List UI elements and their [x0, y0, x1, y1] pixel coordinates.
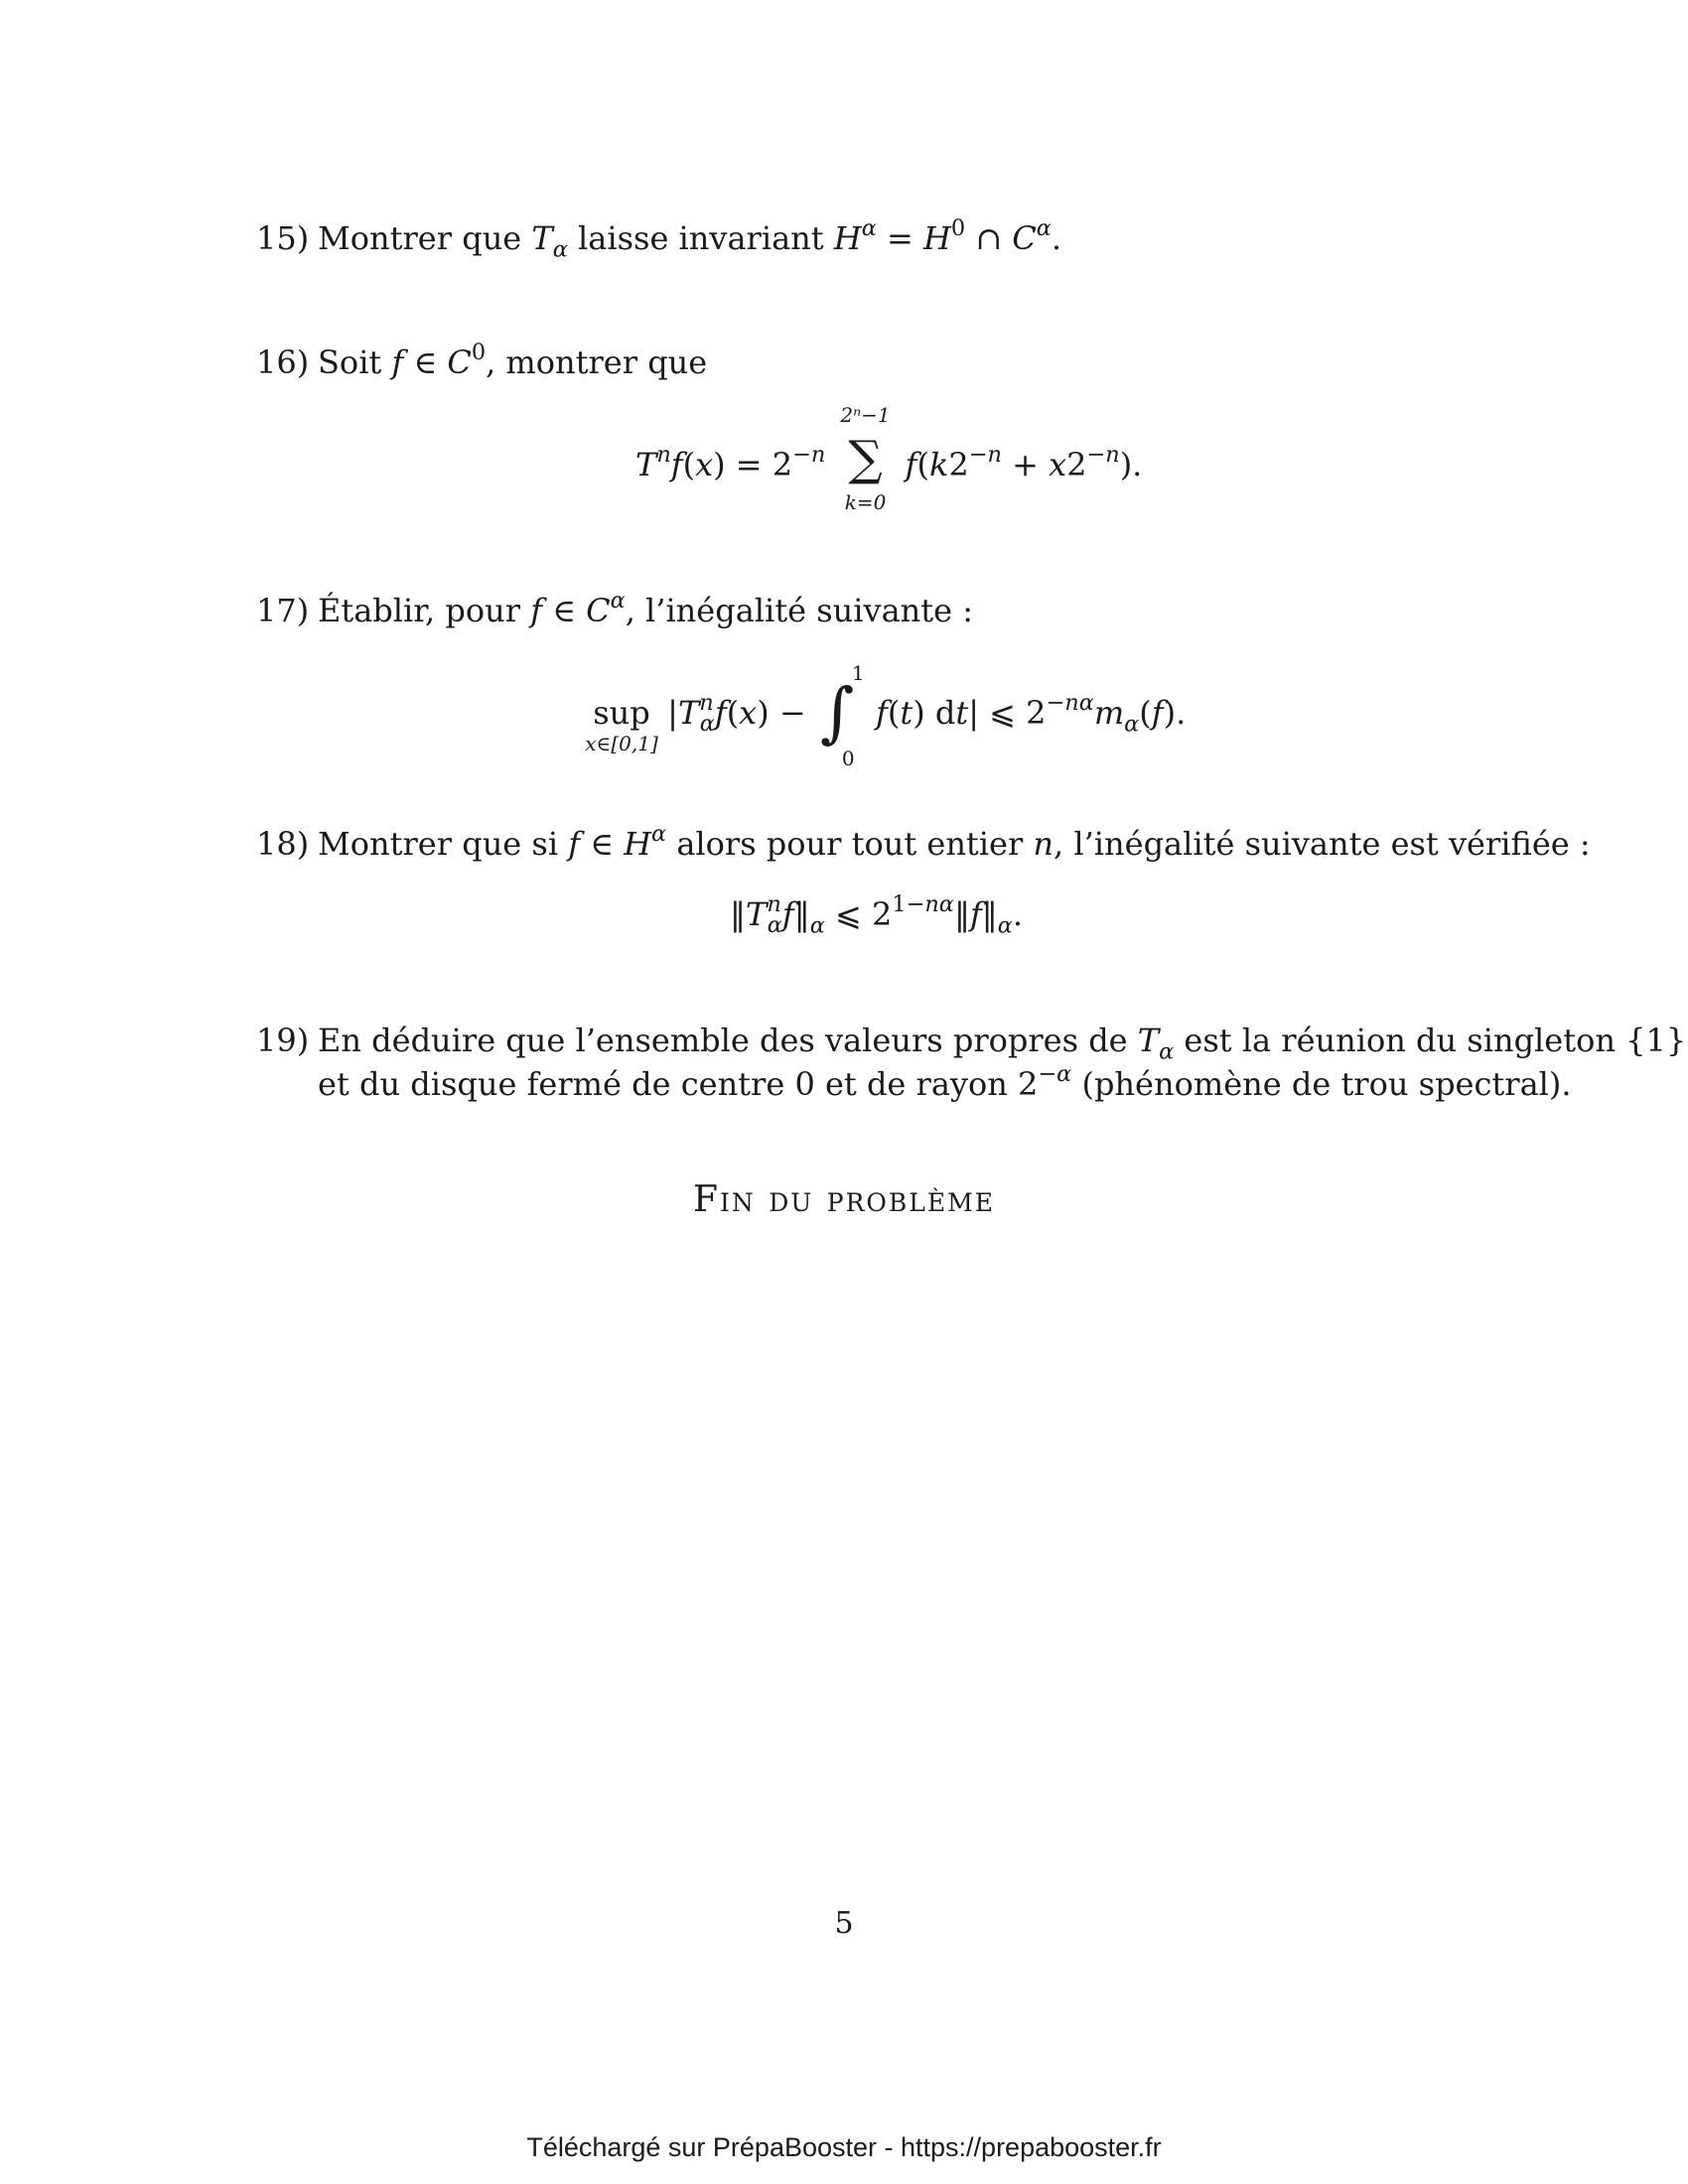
equation-lhs: $T^nf(x) = 2^{-n}$ [635, 441, 826, 483]
sum-lower: k=0 [844, 490, 887, 514]
sup-lower: x∈[0,1] [585, 731, 658, 755]
footer-link[interactable]: Téléchargé sur PrépaBooster - https://prepabooster.fr [526, 2132, 1162, 2162]
equation-17 [585, 661, 1187, 770]
question-number: 17) [256, 592, 310, 629]
question-text: Montrer que si f ∈ $H^\alpha$ alors pour tout entier n, l’inégalité suivante est vérifiée : [318, 821, 1591, 863]
equation-16 [635, 403, 1143, 514]
equation-18: $‖T^n_\alpha f‖_\alpha$ ⩽ $2^{1-n\alpha}‖f‖_\alpha$. [730, 891, 1024, 939]
integral-symbol: ∫ 1 0 [819, 661, 865, 770]
equation-rhs: f(t) dt| ⩽ $2^{-n\alpha}m_\alpha(f)$. [876, 689, 1187, 737]
integral-upper: 1 [851, 661, 865, 685]
question-text: En déduire que l’ensemble des valeurs propres de $T_\alpha$ est la réunion du singleton {1} et du disque fermé de centre 0 et de rayon $2^{-\alpha}$ (phénomène de trou spectral). [318, 1022, 1687, 1103]
end-title: Fin du problème [693, 1179, 995, 1220]
sum-upper: 2ⁿ−1 [840, 403, 891, 427]
equation-middle: $|T^n_\alpha f(x)$ − [667, 689, 806, 737]
question-number: 15) [256, 219, 310, 257]
sum-symbol: 2ⁿ−1 ∑ k=0 [836, 427, 896, 506]
question-number: 16) [256, 343, 310, 381]
question-number: 19) [256, 1022, 310, 1059]
question-number: 18) [256, 825, 310, 863]
page-number: 5 [834, 1906, 854, 1941]
question-text: Montrer que $T_\alpha$ laisse invariant $H^\alpha = H^0$ ∩ $C^\alpha$. [318, 215, 1062, 263]
integral-lower: 0 [841, 747, 855, 770]
equation-rhs: $f(k2^{-n} + x2^{-n})$. [905, 441, 1143, 483]
sup-operator: sup x∈[0,1] [586, 694, 657, 734]
question-text: Soit f ∈ $C^0$, montrer que [318, 340, 708, 381]
question-text: Établir, pour f ∈ $C^\alpha$, l’inégalité suivante : [318, 588, 973, 629]
